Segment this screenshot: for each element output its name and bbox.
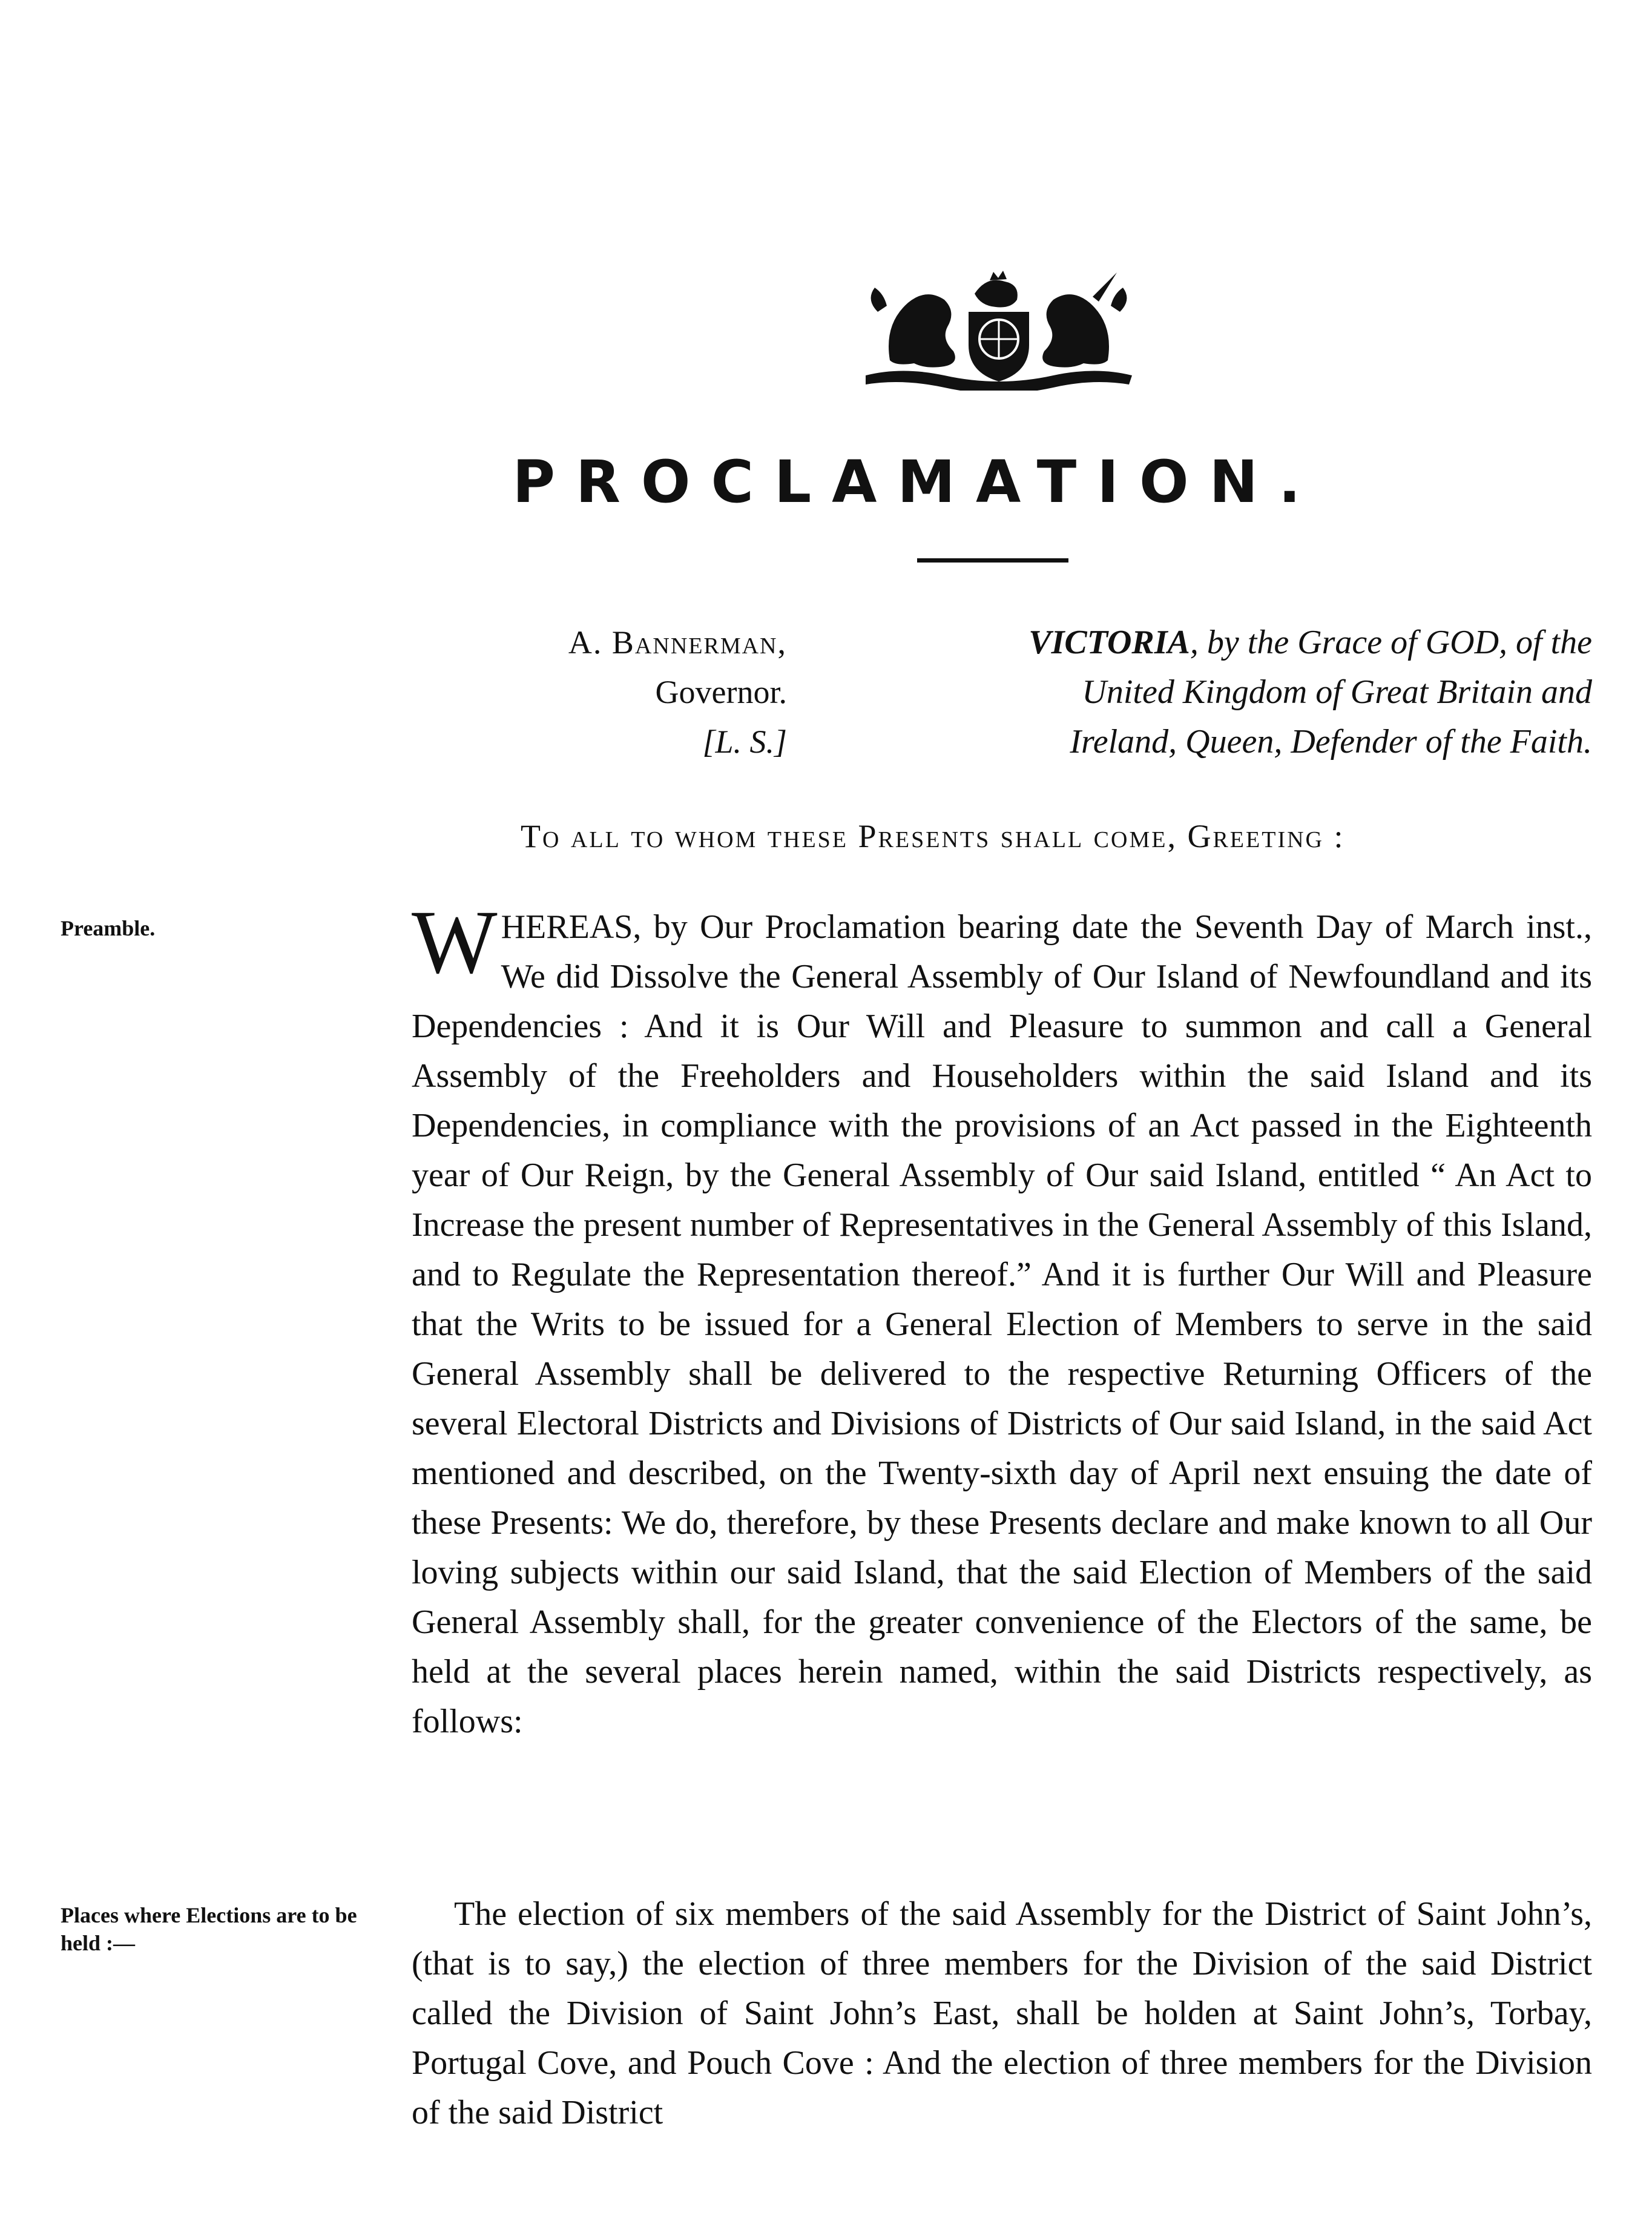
governor-name: A. Bannerman, <box>568 624 787 661</box>
preamble-text: , by Our Proclamation bearing date the Seventh Day of March inst., We did Dissolve the General Assembly of Our Island of Newfoundland and its Dependencies : And it is Our Will and Pleasure to summon and call a General Assembly of the Freeholders and Householders within the said Island and its Dependencies, in compliance with the provisions of an Act passed in the Eighteenth year of Our Reign, by the General Assembly of Our said Island, entitled “ An Act to Increase the present number of Representatives in the General Assembly of this Island, and to Regulate the Representation thereof.” And it is further Our Will and Pleasure that the Writs to be issued for a General Election of Members to serve in the said General Assembly shall be delivered to the respective Returning Officers of the several Electoral Districts and Divisions of Districts of Our said Island, in the said Act mentioned and described, on the Twenty-sixth day of April next ensuing the date of these Presents: We do, therefore, by these Presents declare and make known to all Our loving subjects within our said Island, that the said Election of Members of the said General Assembly shall, for the greater convenience of the Electors of the same, be held at the several places herein named, within the said Districts respectively, as follows: <box>412 908 1592 1740</box>
royal-style-line-3: Ireland, Queen, Defender of the Faith. <box>1070 723 1592 761</box>
drop-cap: W <box>412 892 498 992</box>
preamble-lead-word: HEREAS <box>501 908 633 946</box>
royal-style-line-2: United Kingdom of Great Britain and <box>1082 673 1592 711</box>
title-divider <box>917 558 1068 563</box>
governor-signature-block <box>508 618 787 767</box>
seal-mark: [L. S.] <box>702 724 787 760</box>
margin-note-places: Places where Elections are to be held :— <box>61 1903 357 1955</box>
governor-office: Governor. <box>655 674 787 710</box>
royal-style-block <box>878 618 1592 767</box>
royal-style-line-1: , by the Grace of GOD, of the <box>1190 624 1592 661</box>
greeting-line: To all to whom these Presents shall come, Greeting : <box>521 818 1345 854</box>
preamble-paragraph <box>412 892 1592 1746</box>
places-paragraph: The election of six members of the said Assembly for the District of Saint John’s, (that is to say,) the election of three members for the Division of the said District called the Division of Saint John’s East, shall be holden at Saint John’s, Torbay, Portugal Cove, and Pouch Cove : And the election of three members for the Division of the said District <box>412 1895 1592 2131</box>
margin-note-preamble: Preamble. <box>61 916 156 940</box>
royal-coat-of-arms-icon <box>854 269 1144 391</box>
sovereign-name: VICTORIA <box>1028 624 1190 661</box>
proclamation-title: PROCLAMATION. <box>512 448 1321 516</box>
